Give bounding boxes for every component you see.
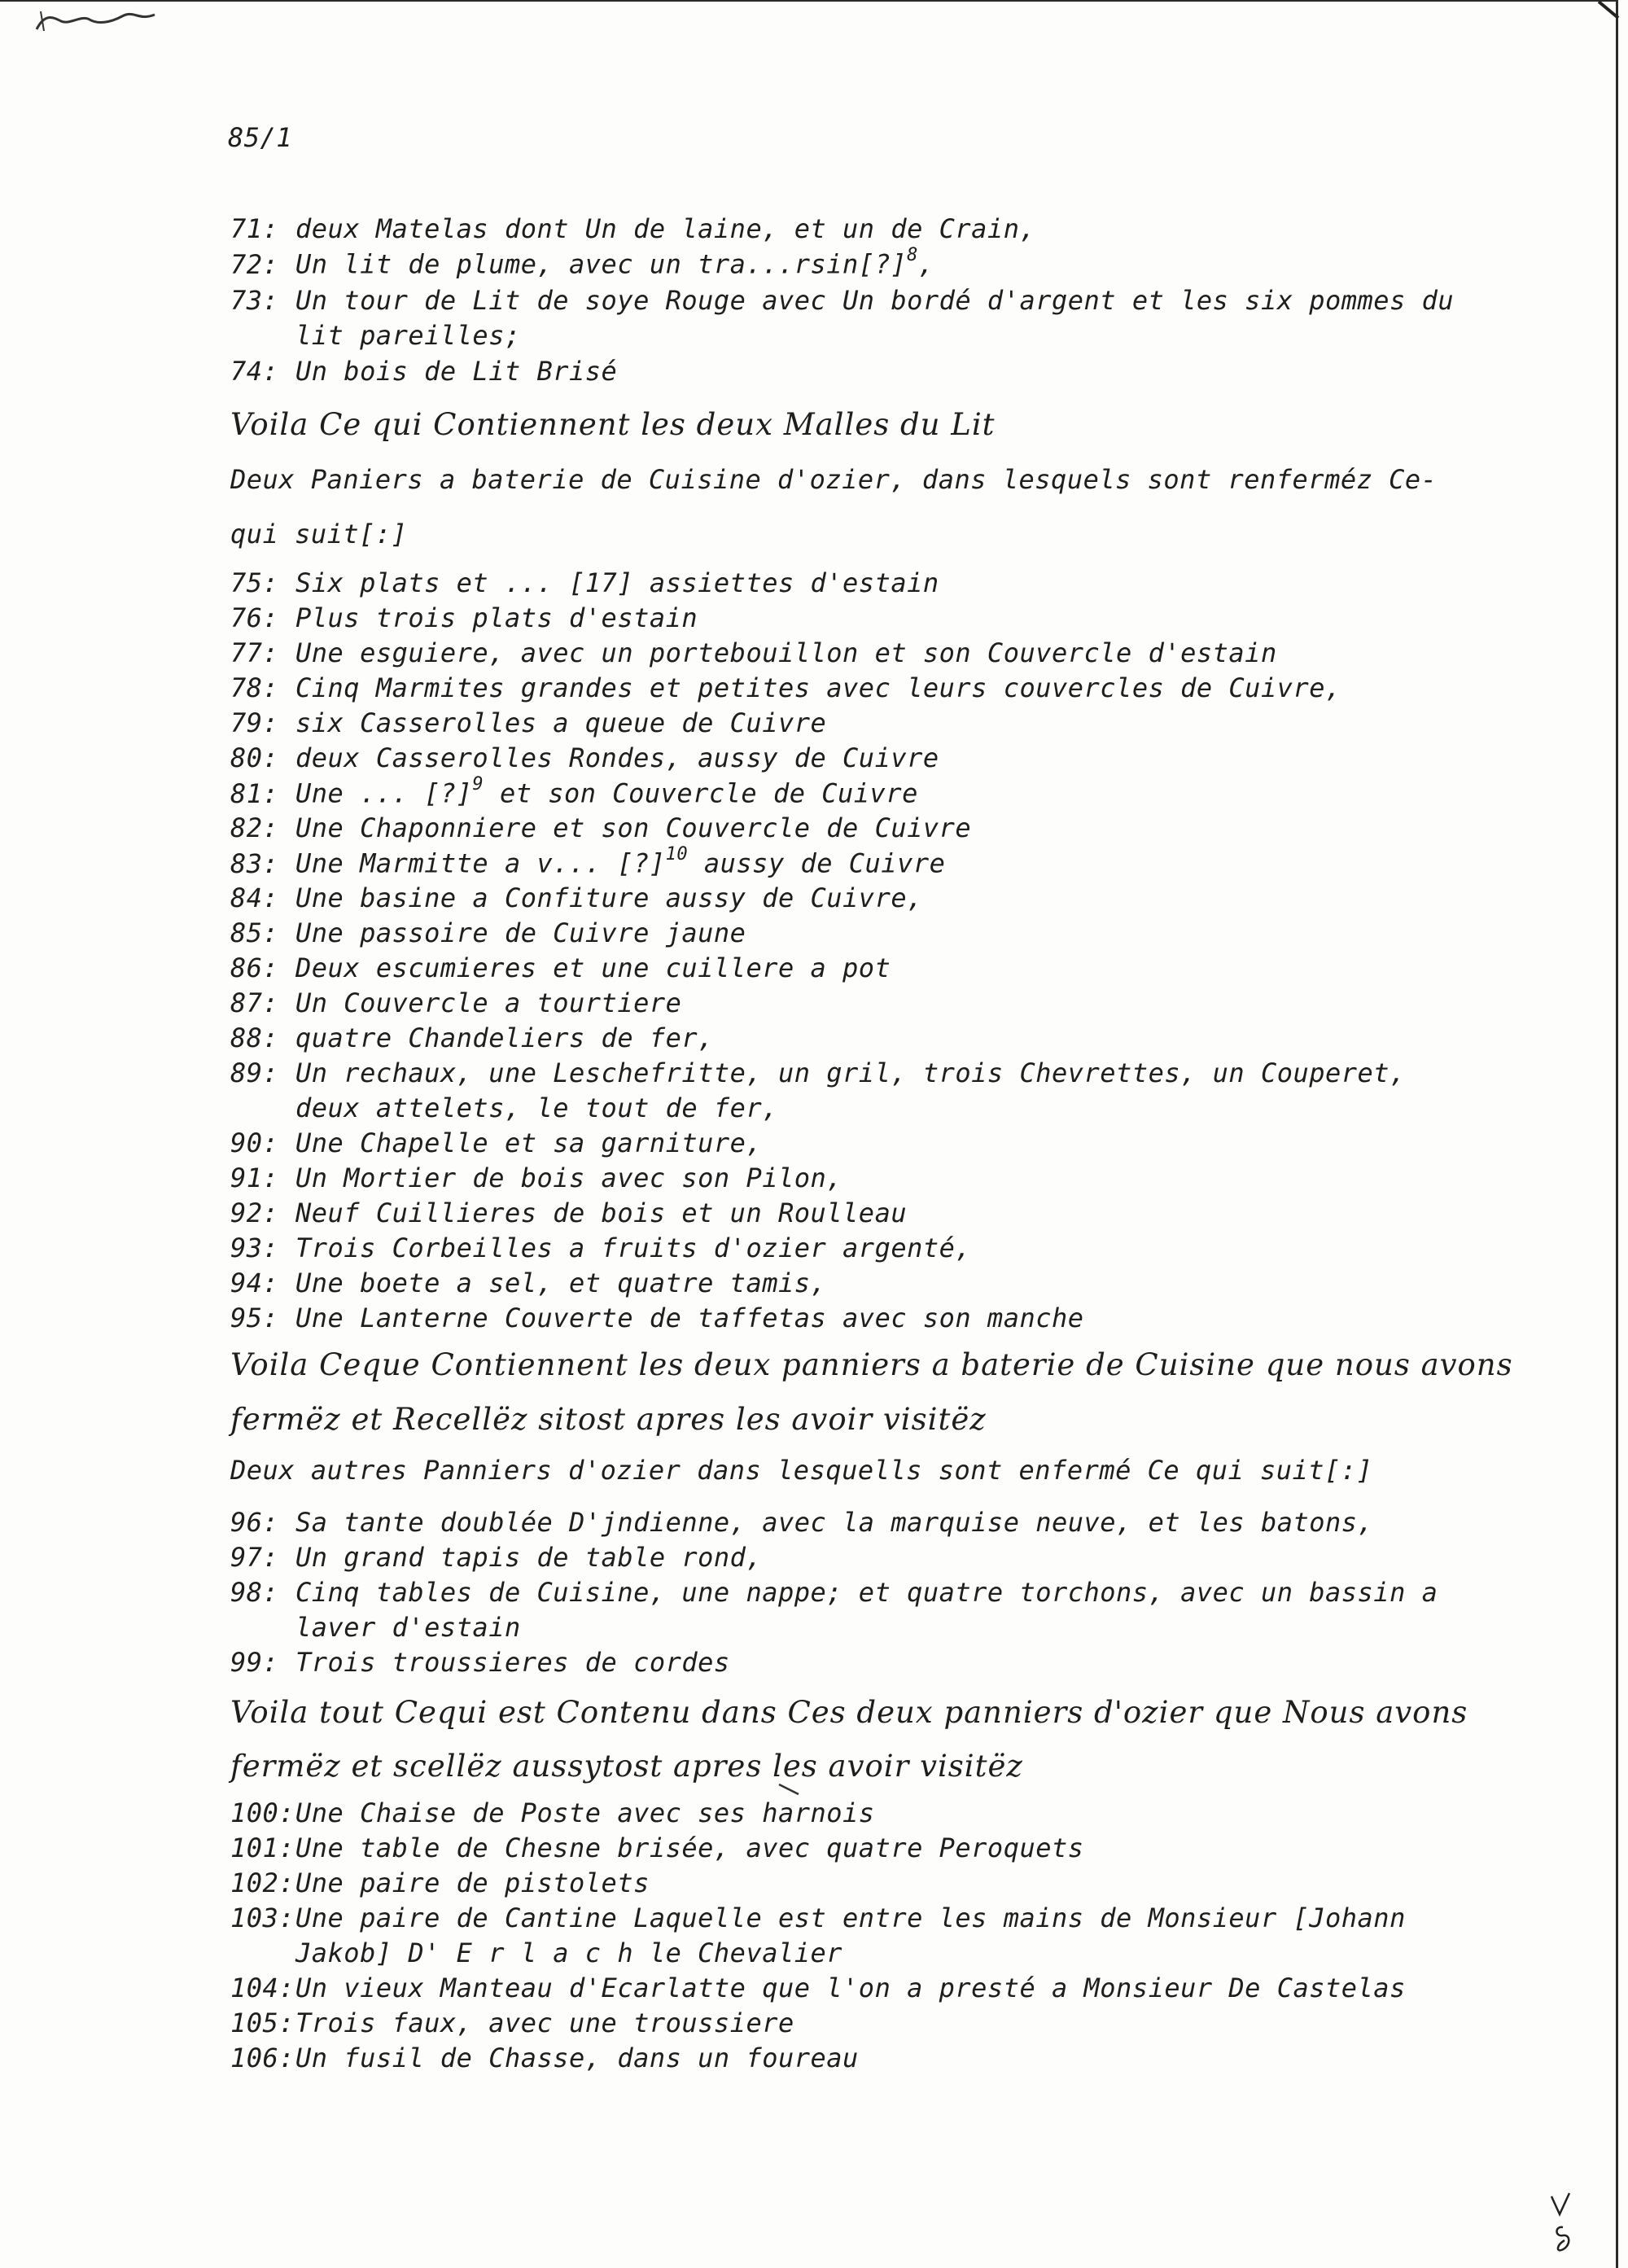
list-item: 104:Un vieux Manteau d'Ecarlatte que l'on a presté a Monsieur De Castelas (230, 1972, 1406, 2003)
list-item: 97: Un grand tapis de table rond, (230, 1542, 763, 1573)
list-item: 98: Cinq tables de Cuisine, une nappe; et quatre torchons, avec un bassin a (230, 1577, 1438, 1608)
list-item: 78: Cinq Marmites grandes et petites avec leurs couvercles de Cuivre, (230, 672, 1341, 703)
list-item: 72: Un lit de plume, avec un tra...rsin[?]$^8$, (230, 245, 934, 280)
list-item: 90: Une Chapelle et sa garniture, (230, 1127, 763, 1158)
section-heading: Voila Ce qui Contiennent les deux Malles du Lit (230, 407, 996, 442)
list-item-continuation: Jakob] D' E r l a c h le Chevalier (295, 1937, 843, 1968)
list-item: 76: Plus trois plats d'estain (230, 602, 698, 633)
section-intro: Deux autres Panniers d'ozier dans lesquells sont enfermé Ce qui suit[:] (230, 1455, 1373, 1486)
list-item: 87: Un Couvercle a tourtiere (230, 987, 682, 1018)
corner-fold-icon (1597, 0, 1621, 24)
list-item: 103:Une paire de Cantine Laquelle est entre les mains de Monsieur [Johann (230, 1902, 1406, 1933)
list-item: 101:Une table de Chesne brisée, avec quatre Peroquets (230, 1832, 1084, 1863)
section-intro: Deux Paniers a baterie de Cuisine d'ozier, dans lesquels sont renferméz Ce- (230, 464, 1438, 495)
list-item: 88: quatre Chandeliers de fer, (230, 1022, 714, 1053)
list-item: 77: Une esguiere, avec un portebouillon et son Couvercle d'estain (230, 637, 1277, 668)
list-item: 80: deux Casserolles Rondes, aussy de Cuivre (230, 742, 939, 773)
list-item: 102:Une paire de pistolets (230, 1867, 650, 1898)
list-item: 81: Une ... [?]$^9$ et son Couvercle de Cuivre (230, 774, 918, 809)
list-item: 96: Sa tante doublée D'jndienne, avec la marquise neuve, et les batons, (230, 1507, 1374, 1538)
list-item: 99: Trois troussieres de cordes (230, 1647, 730, 1678)
list-item: 85: Une passoire de Cuivre jaune (230, 917, 746, 948)
list-item: 86: Deux escumieres et une cuillere a pot (230, 952, 891, 983)
list-item: 73: Un tour de Lit de soye Rouge avec Un bordé d'argent et les six pommes du (230, 285, 1455, 316)
list-item: 74: Un bois de Lit Brisé (230, 356, 618, 387)
list-item: 84: Une basine a Confiture aussy de Cuivre, (230, 882, 923, 913)
section-heading: Voila Ceque Contiennent les deux panniers a baterie de Cuisine que nous avons (230, 1347, 1513, 1382)
section-heading: fermëz et scellëz aussytost apres les avoir visitëz (230, 1749, 1023, 1784)
list-item: 82: Une Chaponniere et son Couvercle de Cuivre (230, 812, 972, 843)
list-item-continuation: deux attelets, le tout de fer, (295, 1092, 778, 1123)
list-item: 89: Un rechaux, une Leschefritte, un gril, trois Chevrettes, un Couperet, (230, 1057, 1406, 1088)
list-item: 71: deux Matelas dont Un de laine, et un de Crain, (230, 213, 1036, 244)
section-heading: fermëz et Recellëz sitost apres les avoir visitëz (230, 1402, 987, 1437)
list-item: 100:Une Chaise de Poste avec ses harnois (230, 1797, 875, 1828)
section-intro: qui suit[:] (230, 519, 408, 549)
list-item: 106:Un fusil de Chasse, dans un foureau (230, 2043, 859, 2073)
list-item: 95: Une Lanterne Couverte de taffetas avec son manche (230, 1303, 1084, 1333)
list-item-continuation: laver d'estain (295, 1612, 521, 1643)
list-item: 79: six Casserolles a queue de Cuivre (230, 707, 827, 738)
handwritten-check-mark-icon (1547, 2190, 1579, 2255)
page-number: 85/1 (228, 122, 293, 153)
list-item: 91: Un Mortier de bois avec son Pilon, (230, 1162, 843, 1193)
list-item: 83: Une Marmitte a v... [?]$^{10}$ aussy de Cuivre (230, 844, 946, 879)
section-heading: Voila tout Cequi est Contenu dans Ces deux panniers d'ozier que Nous avons (230, 1695, 1468, 1730)
handwritten-scribble-icon (33, 5, 179, 37)
list-item-continuation: lit pareilles; (295, 320, 521, 351)
list-item: 93: Trois Corbeilles a fruits d'ozier argenté, (230, 1233, 972, 1263)
caret-mark-icon (777, 1781, 802, 1797)
list-item: 92: Neuf Cuillieres de bois et un Roulleau (230, 1197, 908, 1228)
list-item: 75: Six plats et ... [17] assiettes d'estain (230, 567, 939, 598)
list-item: 94: Une boete a sel, et quatre tamis, (230, 1268, 827, 1298)
list-item: 105:Trois faux, avec une troussiere (230, 2007, 794, 2038)
